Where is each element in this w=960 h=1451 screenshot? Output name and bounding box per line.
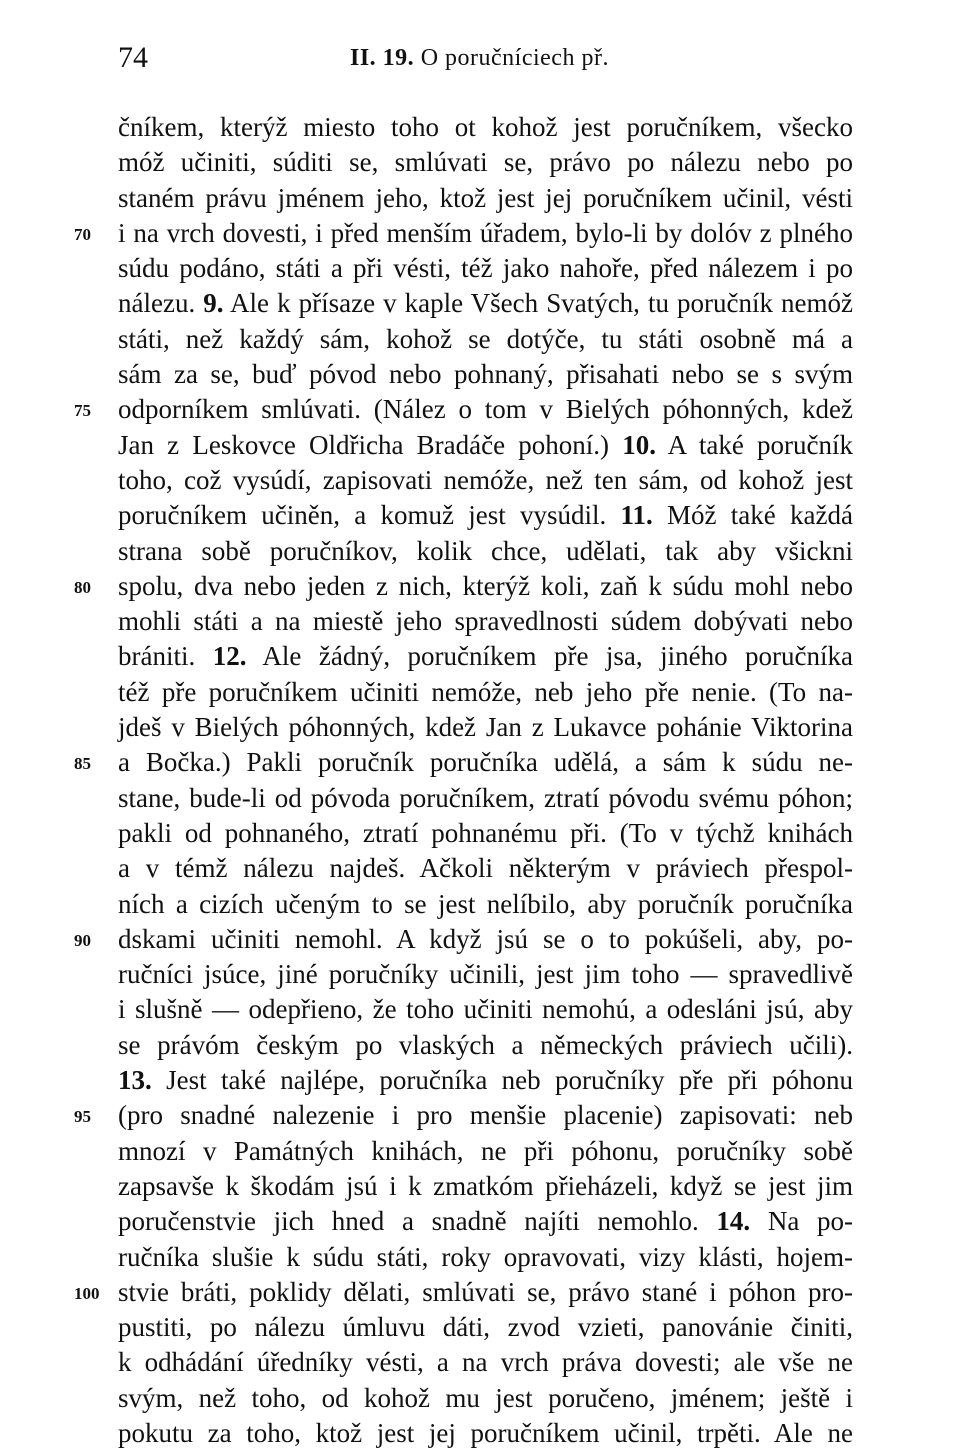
text-line: [118, 428, 853, 463]
text-line: [118, 710, 853, 745]
text-line: [118, 639, 853, 674]
text-line: [74, 1275, 853, 1310]
text-line: [74, 216, 853, 251]
text-line: [118, 1063, 853, 1098]
text-line: [74, 745, 853, 780]
text-line: [118, 1204, 853, 1239]
text-line: [118, 357, 853, 392]
line-text: a Bočka.) Pakli poručník poručníka udělá, a sám k súdu ne-: [118, 747, 853, 778]
text-line: [118, 1345, 853, 1380]
text-line: [118, 251, 853, 286]
body-text: [74, 110, 854, 1451]
section-marker: 12.: [212, 641, 247, 672]
section-number: II. 19.: [350, 45, 415, 71]
line-number: 70: [74, 224, 91, 244]
line-text: a v témž nálezu najdeš. Ačkoli některým v práviech přespol-: [118, 853, 853, 884]
text-line: [118, 1028, 853, 1063]
line-text: poručenstvie jich hned a snadně najíti nemohlo. 14. Na po-: [118, 1206, 853, 1237]
line-text: čníkem, kterýž miesto toho ot kohož jest poručníkem, všecko: [118, 112, 853, 142]
line-number: 75: [74, 401, 91, 421]
line-text: též pře poručníkem učiniti nemóže, neb jeho pře nenie. (To na-: [118, 676, 853, 707]
line-text: móž učiniti, súditi se, smlúvati se, právo po nálezu nebo po: [118, 147, 853, 178]
text-line: [118, 286, 853, 321]
text-line: [118, 463, 853, 498]
running-head: [350, 38, 609, 78]
text-line: [118, 816, 853, 851]
text-line: [118, 992, 853, 1027]
line-text: i na vrch dovesti, i před menším úřadem, bylo-li by dolóv z plného: [118, 217, 853, 248]
text-line: [118, 181, 853, 216]
line-text: zapsavše k škodám jsú i k zmatkóm přieházeli, když se jest jim: [118, 1170, 853, 1201]
line-text: stvie bráti, poklidy dělati, smlúvati se, právo stané i póhon pro-: [118, 1276, 853, 1307]
line-text: nálezu. 9. Ale k přísaze v kaple Všech Svatých, tu poručník nemóž: [118, 288, 853, 319]
text-line: [118, 1416, 853, 1451]
line-text: pokutu za toho, ktož jest jej poručníkem učinil, trpěti. Ale ne: [118, 1417, 853, 1448]
line-text: svým, než toho, od kohož mu jest poručeno, jménem; ještě i: [118, 1382, 853, 1413]
text-line: [118, 957, 853, 992]
line-text: pustiti, po nálezu úmluvu dáti, zvod vzieti, panovánie činiti,: [118, 1312, 853, 1343]
line-text: ručníka slušie k súdu státi, roky opravovati, vizy klásti, hojem-: [118, 1241, 853, 1272]
text-line: [118, 322, 853, 357]
line-number: 100: [74, 1283, 100, 1303]
page-header: [118, 38, 858, 78]
line-text: sám za se, buď póvod nebo pohnaný, přisahati nebo se s svým: [118, 359, 853, 390]
line-text: (pro snadné nalezenie i pro menšie placenie) zapisovati: neb: [118, 1100, 853, 1131]
text-line: [118, 1169, 853, 1204]
text-line: [118, 498, 853, 533]
line-text: toho, což vysúdí, zapisovati nemóže, než ten sám, od kohož jest: [118, 464, 853, 495]
text-line: [118, 534, 853, 569]
page-number: 74: [118, 41, 148, 74]
line-text: strana sobě poručníkov, kolik chce, udělati, tak aby všickni: [118, 535, 853, 566]
line-text: i slušně — odepřieno, že toho učiniti nemohú, a odesláni jsú, aby: [118, 994, 853, 1025]
text-line: [118, 604, 853, 639]
text-line: [118, 675, 853, 710]
line-text: mohli státi a na miestě jeho spravedlnosti súdem dobývati nebo: [118, 606, 853, 637]
section-marker: 9.: [203, 288, 224, 319]
line-text: se právóm českým po vlaských a německých práviech učili).: [118, 1029, 853, 1060]
text-line: [74, 569, 853, 604]
line-number: 90: [74, 930, 91, 950]
line-number: 95: [74, 1107, 91, 1127]
line-text: poručníkem učiněn, a komuž jest vysúdil. 11. Móž také každá: [118, 500, 853, 531]
text-line: [74, 922, 853, 957]
line-number: 85: [74, 754, 91, 774]
line-text: pakli od pohnaného, ztratí pohnanému při. (To v týchž knihách: [118, 817, 853, 848]
section-marker: 13.: [118, 1065, 152, 1096]
line-number: 80: [74, 577, 91, 597]
chapter-title: O poručníciech př.: [420, 45, 609, 71]
text-line: [118, 145, 853, 180]
line-text: jdeš v Bielých póhonných, kdež Jan z Lukavce pohánie Viktorina: [118, 712, 853, 743]
text-line: [74, 1098, 853, 1133]
text-line: [74, 392, 853, 427]
section-marker: 14.: [716, 1206, 751, 1237]
text-line: [118, 1310, 853, 1345]
line-text: Jan z Leskovce Oldřicha Bradáče pohoní.) 10. A také poručník: [118, 429, 853, 460]
line-text: mnozí v Památných knihách, ne při póhonu, poručníky sobě: [118, 1135, 853, 1166]
text-line: [118, 781, 853, 816]
line-text: súdu podáno, státi a při vésti, též jako nahoře, před nálezem i po: [118, 253, 853, 284]
line-text: ních a cizích učeným to se jest nelíbilo, aby poručník poručníka: [118, 888, 853, 919]
section-marker: 10.: [622, 429, 656, 460]
text-line: [118, 1134, 853, 1169]
text-line: [118, 110, 853, 145]
text-line: [118, 1240, 853, 1275]
section-marker: 11.: [620, 500, 653, 531]
line-text: brániti. 12. Ale žádný, poručníkem pře jsa, jiného poručníka: [118, 641, 854, 672]
text-line: [118, 887, 853, 922]
line-text: 13. Jest také najlépe, poručníka neb poručníky pře při póhonu: [118, 1065, 853, 1096]
line-text: k odhádání úředníky vésti, a na vrch práva dovesti; ale vše ne: [118, 1347, 853, 1378]
line-text: spolu, dva nebo jeden z nich, kterýž koli, zaň k súdu mohl nebo: [118, 570, 853, 601]
line-text: staném právu jménem jeho, ktož jest jej poručníkem učinil, vésti: [118, 182, 853, 213]
line-text: dskami učiniti nemohl. A když jsú se o to pokúšeli, aby, po-: [118, 923, 853, 954]
text-line: [118, 851, 853, 886]
text-line: [118, 1381, 853, 1416]
line-text: ručníci jsúce, jiné poručníky učinili, jest jim toho — spravedlivě: [118, 959, 853, 990]
line-text: odporníkem smlúvati. (Nález o tom v Bielých póhonných, kdež: [118, 394, 853, 425]
line-text: státi, než každý sám, kohož se dotýče, tu státi osobně má a: [118, 323, 853, 354]
line-text: stane, bude-li od póvoda poručníkem, ztratí póvodu svému póhon;: [118, 782, 853, 813]
